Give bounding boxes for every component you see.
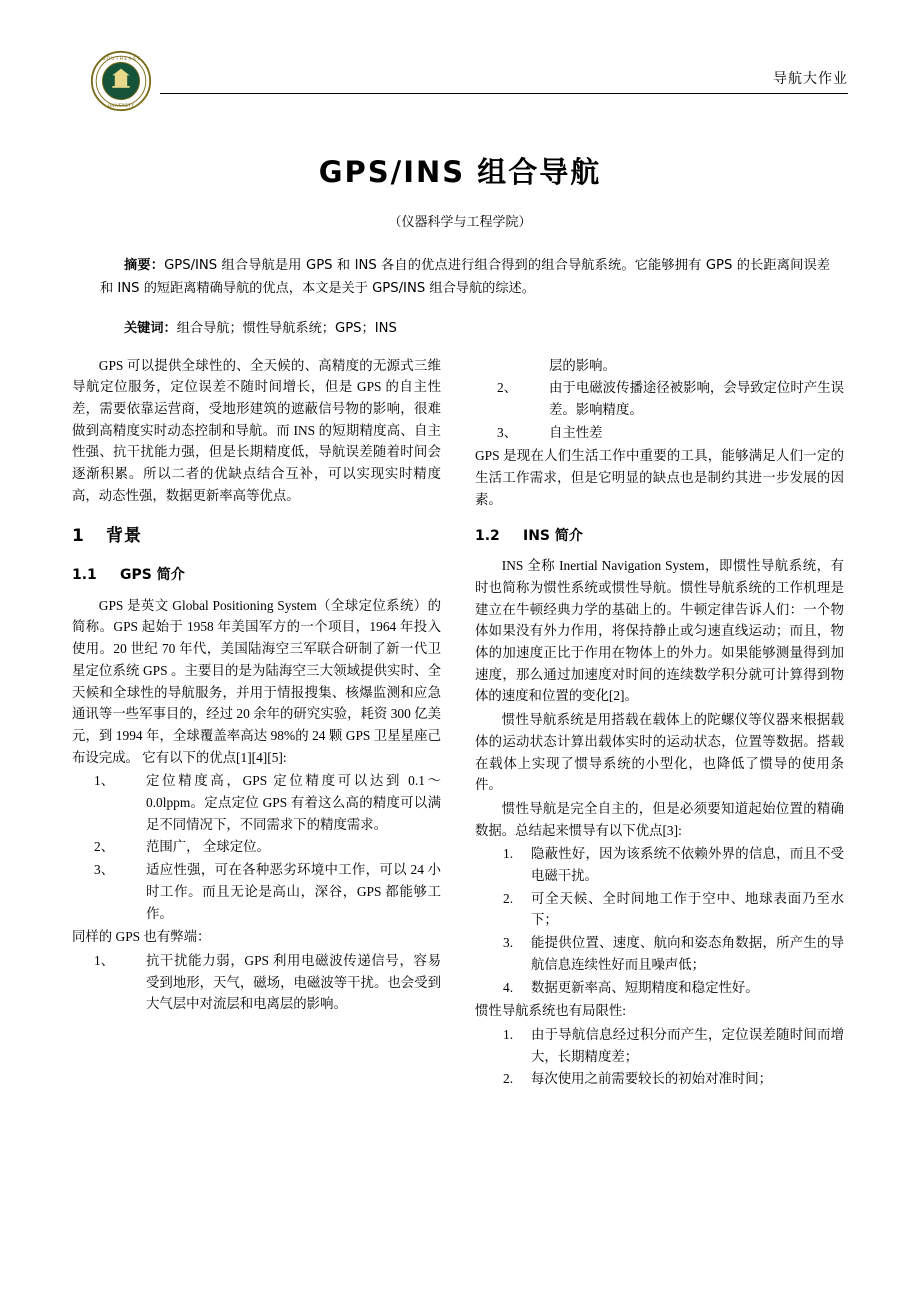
list-text: 定位精度高，GPS 定位精度可以达到 0.1～0.0lppm。定点定位 GPS 有着这么高的精度可以满足不同情况下，不同需求下的精度需求。: [146, 773, 441, 832]
list-text: 隐蔽性好，因为该系统不依赖外界的信息，而且不受电磁干扰。: [531, 846, 844, 884]
section-heading-1: [72, 523, 441, 551]
page-header: [72, 46, 848, 114]
svg-text:UNIVERSITY: UNIVERSITY: [108, 104, 134, 110]
keywords-text: 组合导航；惯性导航系统；GPS；INS: [176, 321, 397, 337]
keywords-label: 关键词：: [124, 321, 177, 337]
subsection-number-1-1: 1.1: [72, 567, 97, 584]
subsection-number-1-2: 1.2: [475, 527, 500, 544]
gps-paragraph-1: GPS 是英文 Global Positioning System（全球定位系统）的简称。GPS 起始于 1958 年美国军方的一个项目，1964 年投入使用。20 世纪 70 年代，美国陆海空三军联合研制了新一代卫星定位系统 GPS 。主要目的是为陆海空三大领域提供实时、全天候和全球性的导航服务，并用于情报搜集、核爆监测和应急通讯等一些军事目的，经过 20 余年的研究实验，耗资 300 亿美元，到 1994 年，全球覆盖率高达 98%的 24 颗 GPS 卫星星座己布设完成。 它有以下的优点[1][4][5]:: [72, 597, 441, 765]
list-item: [475, 1068, 844, 1090]
svg-text:S O U T H E A S T: S O U T H E A S T: [102, 56, 140, 62]
column-left: [72, 355, 441, 1092]
list-marker: 1、: [94, 773, 115, 789]
abstract-text: GPS/INS 组合导航是用 GPS 和 INS 各自的优点进行组合得到的组合导航系统。它能够拥有 GPS 的长距离间误差和 INS 的短距离精确导航的优点，本文是关于 GPS/INS 组合导航的综述。: [100, 258, 831, 297]
ins-paragraph-3: 惯性导航是完全自主的，但是必须要知道起始位置的精确数据。总结起来惯导有以下优点[3]:: [475, 800, 844, 838]
list-text: 抗干扰能力弱，GPS 利用电磁波传递信号，容易受到地形，天气，磁场，电磁波等干扰。也会受到大气层中对流层和电离层的影响。: [146, 953, 441, 1012]
list-item: [475, 888, 844, 931]
abstract: [100, 254, 830, 300]
subsection-heading-1-2: [475, 525, 844, 548]
list-item: [72, 836, 441, 858]
affiliation: （仪器科学与工程学院）: [388, 215, 532, 230]
university-seal-icon: [90, 50, 152, 112]
keywords: [100, 318, 830, 340]
header-divider: [160, 93, 848, 94]
intro-paragraph: GPS 可以提供全球性的、全天候的、高精度的无源式三维导航定位服务，定位误差不随时间增长，但是 GPS 的自主性差，需要依靠运营商，受地形建筑的遮蔽信号物的影响，很难做到高精度实时动态控制和导航。而 INS 的短期精度高、自主性强、抗干扰能力强，但是长期精度低，导航误差随着时间会逐渐积累。所以二者的优缺点结合互补，可以实现实时精度高，动态性强，数据更新率高等优点。: [72, 357, 441, 503]
abstract-label: 摘要：: [124, 258, 165, 273]
list-text: 自主性差: [549, 424, 603, 440]
gps-disadvantages-lead: 同样的 GPS 也有弊端：: [72, 929, 211, 945]
list-text: 能提供位置、速度、航向和姿态角数据，所产生的导航信息连续性好而且噪声低；: [531, 935, 844, 972]
list-item: [475, 843, 844, 886]
list-item: [475, 977, 844, 999]
list-item: [475, 422, 844, 444]
subsection-title-1-2: INS 简介: [523, 527, 583, 544]
list-item: [72, 859, 441, 924]
gps-disadvantages-list: [72, 950, 441, 1015]
ins-limitations-list: [475, 1024, 844, 1090]
gps-disadvantages-list-continued: [475, 355, 844, 444]
section-title-1: 背景: [106, 525, 142, 546]
list-marker: 3.: [503, 935, 514, 951]
list-item: [475, 377, 844, 420]
section-number-1: 1: [72, 525, 85, 546]
list-marker: 1.: [503, 1026, 514, 1042]
list-marker: 1、: [94, 953, 115, 968]
list-item: [72, 770, 441, 835]
gps-closing-paragraph: GPS 是现在人们生活工作中重要的工具，能够满足人们一定的生活工作需求，但是它明显的缺点也是制约其进一步发展的因素。: [475, 448, 844, 507]
subsection-title-1-1: GPS 简介: [120, 567, 185, 584]
column-right: [475, 355, 844, 1092]
list-marker: 2、: [497, 380, 518, 396]
ins-limitations-lead: 惯性导航系统也有局限性:: [475, 1003, 627, 1019]
page-title: GPS/INS 组合导航: [318, 155, 602, 189]
list-marker: 4.: [503, 979, 514, 995]
list-text: 由于导航信息经过积分而产生，定位误差随时间而增大，长期精度差；: [531, 1026, 844, 1064]
list-text: 范围广， 全球定位。: [146, 839, 270, 855]
body-columns: [72, 355, 848, 1092]
list-text: 由于电磁波传播途径被影响，会导致定位时产生误差。影响精度。: [549, 380, 844, 418]
list-marker: 2、: [94, 839, 115, 855]
gps-advantages-list: [72, 770, 441, 924]
list-text: 数据更新率高、短期精度和稳定性好。: [531, 979, 759, 995]
list-marker: 3、: [497, 424, 518, 440]
list-marker: 3、: [94, 862, 115, 878]
list-marker: 2.: [503, 890, 514, 906]
list-text-continuation: 层的影响。: [549, 357, 616, 373]
list-text: 每次使用之前需要较长的初始对准时间；: [531, 1071, 773, 1087]
ins-advantages-list: [475, 843, 844, 998]
subsection-heading-1-1: [72, 564, 441, 587]
ins-paragraph-1: INS 全称 Inertial Navigation System，即惯性导航系统，有时也简称为惯性系统或惯性导航。惯性导航系统的工作机理是建立在牛顿经典力学的基础上的。牛顿定律告诉人们：一个物体如果没有外力作用，将保持静止或匀速直线运动；而且，物体的加速度正比于作用在物体上的外力。如果能够测量得到加速度，那么通过加速度对时间的连续数学积分就可计算得到物体的速度和位置的变化[2]。: [475, 558, 844, 704]
list-text: 可全天候、全时间地工作于空中、地球表面乃至水下；: [531, 890, 844, 928]
list-item: [475, 932, 844, 975]
header-right-title: 导航大作业: [773, 71, 848, 87]
ins-paragraph-2: 惯性导航系统是用搭载在载体上的陀螺仪等仪器来根据载体的运动状态计算出载体实时的运动状态，位置等数据。搭载在载体上实现了惯导系统的小型化，也降低了惯导的使用条件。: [475, 712, 844, 793]
list-marker: 1.: [503, 846, 514, 862]
list-item: [475, 355, 844, 377]
list-text: 适应性强，可在各种恶劣环境中工作，可以 24 小时工作。而且无论是高山，深谷，GPS 都能够工作。: [146, 862, 441, 921]
list-item: [72, 950, 441, 1015]
list-marker: 2.: [503, 1071, 514, 1087]
list-item: [475, 1024, 844, 1067]
